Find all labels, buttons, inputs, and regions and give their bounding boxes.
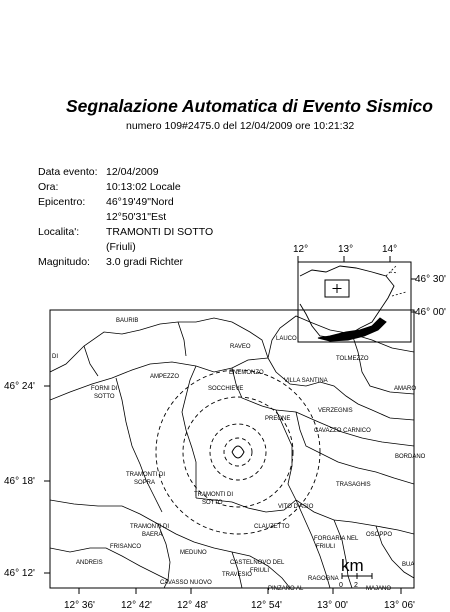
place-castelnovo-1: CASTELNOVO DEL — [230, 560, 285, 566]
locality-label: Localita': — [38, 226, 80, 238]
scale-bar — [339, 556, 372, 589]
place-raveo: RAVEO — [230, 344, 251, 350]
place-labels — [52, 318, 426, 592]
place-ragogna: RAGOGNA — [308, 576, 339, 582]
scale-unit: km — [341, 556, 364, 575]
epicenter-lon: 12°50'31"Est — [106, 211, 167, 223]
place-forni-2: SOTTO — [94, 394, 115, 400]
place-bua: BUA — [402, 562, 415, 568]
place-tramonti-sopra-2: SOPRA — [134, 480, 156, 486]
place-ampezzo: AMPEZZO — [150, 374, 180, 380]
date-value: 12/04/2009 — [106, 166, 159, 178]
place-forgaria-1: FORGARIA NEL — [314, 536, 359, 542]
magnitude-label: Magnitudo: — [38, 256, 90, 268]
lon-1242: 12° 42' — [121, 600, 152, 611]
scale-two: 2 — [354, 582, 358, 589]
place-lauco: LAUCO — [276, 336, 297, 342]
time-label: Ora: — [38, 181, 59, 193]
place-tramonti-3-1: TRAMONTI DI — [130, 524, 169, 530]
place-osoppo: OSOPPO — [366, 532, 393, 538]
lon-1248: 12° 48' — [177, 600, 208, 611]
place-enemonzo: ENEMONZO — [229, 370, 264, 376]
place-tramonti-3-2: BAERA — [142, 532, 163, 538]
place-cavazzo: CAVAZZO CARNICO — [314, 428, 371, 434]
scale-zero: 0 — [339, 582, 343, 589]
place-baurib: BAURIB — [116, 318, 139, 324]
place-meduno: MEDUNO — [180, 550, 207, 556]
latitude-labels — [4, 381, 35, 579]
place-verzegnis: VERZEGNIS — [318, 408, 353, 414]
place-andreis: ANDREIS — [76, 560, 103, 566]
lat-4618: 46° 18' — [4, 476, 35, 487]
place-trasaghis: TRASAGHIS — [336, 482, 371, 488]
place-majano: MAJANO — [366, 586, 392, 592]
place-forgaria-2: FRIULI — [316, 544, 336, 550]
place-villa-santina: VILLA SANTINA — [284, 378, 328, 384]
lon-1254: 12° 54' — [251, 600, 282, 611]
place-frisanco: FRISANCO — [110, 544, 142, 550]
time-value: 10:13:02 Locale — [106, 181, 181, 193]
lon-1236: 12° 36' — [64, 600, 95, 611]
magnitude-value: 3.0 gradi Richter — [106, 256, 184, 268]
place-pinzano: PINZANO AL — [268, 586, 304, 592]
report-subtitle: numero 109#2475.0 del 12/04/2009 ore 10:21:32 — [126, 120, 355, 132]
lon-1300: 13° 00' — [317, 600, 348, 611]
date-label: Data evento: — [38, 166, 98, 178]
lon-1306: 13° 06' — [384, 600, 415, 611]
place-di: DI — [52, 354, 58, 360]
place-tramonti-sotto-1: TRAMONTI DI — [194, 492, 233, 498]
place-vito-dasio: VITO D'ASIO — [278, 504, 314, 510]
epicenter-lat: 46°19'49"Nord — [106, 196, 174, 208]
inset-tick-4630: 46° 30' — [415, 274, 446, 285]
place-castelnovo-2: FRIULI — [250, 568, 270, 574]
main-map-frame — [50, 310, 417, 588]
place-clauzetto: CLAUZETTO — [254, 524, 290, 530]
place-tolmezzo: TOLMEZZO — [336, 356, 369, 362]
place-amaro: AMARO — [394, 386, 417, 392]
epicenter-label: Epicentro: — [38, 196, 86, 208]
place-cavasso: CAVASSO NUOVO — [160, 580, 212, 586]
place-tramonti-sotto-2: SOTTO — [202, 500, 223, 506]
inset-tick-4600: 46° 00' — [415, 307, 446, 318]
lat-4624: 46° 24' — [4, 381, 35, 392]
inset-tick-12: 12° — [293, 244, 309, 255]
inset-tick-14: 14° — [382, 244, 398, 255]
place-bordano: BORDANO — [395, 454, 426, 460]
region-value: (Friuli) — [106, 241, 136, 253]
place-tramonti-sopra-1: TRAMONTI DI — [126, 472, 165, 478]
inset-tick-13: 13° — [338, 244, 354, 255]
epicenter-symbol — [232, 446, 244, 458]
place-preone: PREONE — [265, 416, 291, 422]
lat-4612: 46° 12' — [4, 568, 35, 579]
place-travesio: TRAVESIO — [222, 572, 252, 578]
locality-value: TRAMONTI DI SOTTO — [106, 226, 214, 238]
longitude-labels — [64, 600, 415, 611]
place-socchieve: SOCCHIEVE — [208, 386, 244, 392]
place-forni-1: FORNI DI — [91, 386, 118, 392]
